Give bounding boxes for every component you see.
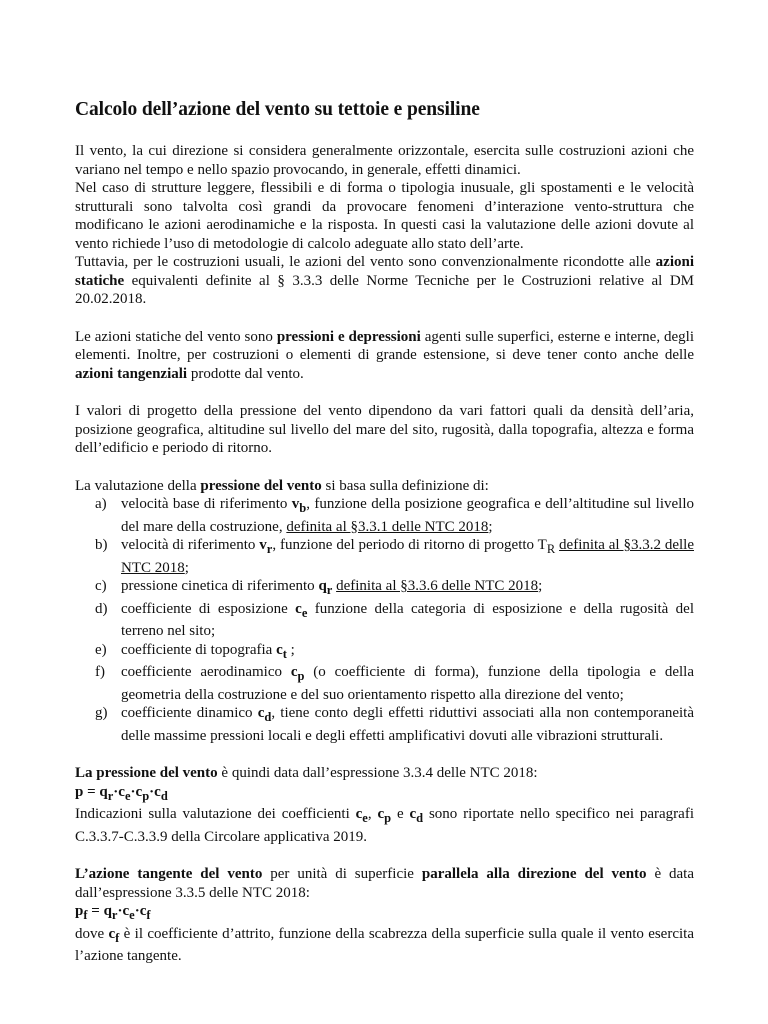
symbol-sub: r	[266, 542, 273, 556]
symbol	[108, 925, 120, 945]
formula-sub: f	[83, 908, 88, 922]
symbol	[257, 705, 272, 724]
symbol-sub: r	[326, 583, 333, 597]
symbol	[276, 641, 287, 661]
list-letter: d)	[95, 600, 108, 617]
design-values-paragraph: I valori di progetto della pressione del vento dipendono da vari fattori quali da densità dell’aria, posizione geografica, altitudine sul livello del mare del sito, rugosità, dalla topografia, altezza e forma dell’edificio e periodo di ritorno.	[75, 403, 694, 456]
text: agenti sulle superfici, esterne e interne, degli elementi. Inoltre, per costruzioni o elementi di grande estensione, si deve tener conto anche delle	[75, 328, 694, 363]
symbol-sub: p	[384, 811, 392, 825]
text: Indicazioni sulla valutazione dei coefficienti	[75, 806, 356, 822]
text: equivalenti definite al § 3.3.3 delle Norme Tecniche per le Costruzioni relative al DM 20.02.2018.	[75, 272, 694, 307]
symbol-base: v	[259, 537, 267, 553]
symbol-sub: e	[301, 605, 308, 620]
symbol-base: c	[108, 925, 116, 942]
text: (o coefficiente di forma), funzione della tipologia e della geometria della costruzione e del suo orientamento rispetto alla direzione del vento;	[121, 664, 695, 703]
symbol-sub: b	[299, 501, 307, 515]
list-item	[75, 704, 694, 745]
text: Le azioni statiche del vento sono	[75, 328, 277, 345]
text: pressione cinetica di riferimento	[121, 578, 319, 594]
reference-link[interactable]: definita al §3.3.2 delle NTC 2018	[121, 537, 694, 576]
formula-part: ·c	[134, 903, 147, 919]
symbol-base: c	[355, 806, 363, 822]
text: è data dall’espressione 3.3.5 delle NTC 2018:	[75, 866, 695, 901]
symbol-base: c	[377, 806, 385, 822]
list-item	[75, 663, 694, 704]
factor-list	[75, 495, 694, 745]
text: Tuttavia, per le costruzioni usuali, le azioni del vento sono convenzionalmente ricondotte alle	[75, 254, 656, 270]
text: è quindi data dall’espressione 3.3.4 delle NTC 2018:	[217, 765, 538, 781]
symbol-sub: e	[362, 811, 368, 825]
symbol-sub: d	[264, 710, 272, 724]
symbol-base: c	[295, 600, 302, 617]
symbol-sub: f	[115, 930, 120, 945]
page-title: Calcolo dell’azione del vento su tettoie e pensiline	[75, 99, 480, 120]
formula-sub: f	[146, 908, 151, 922]
formula-part: = q	[87, 903, 112, 919]
symbol	[318, 578, 333, 597]
pressure-formula	[75, 783, 694, 806]
bold-text: L’azione tangente del vento	[75, 866, 263, 882]
symbol-sub: p	[297, 669, 305, 683]
symbol	[409, 806, 424, 825]
text: si basa sulla definizione di:	[321, 477, 489, 494]
evaluation-intro	[75, 477, 694, 496]
static-actions-paragraph	[75, 328, 694, 384]
tangent-paragraph	[75, 865, 694, 902]
symbol-sub: t	[282, 646, 287, 661]
text: , funzione della posizione geografica e dell’altitudine sul livello del mare della costruzione,	[121, 496, 694, 535]
formula-sub: e	[129, 908, 135, 922]
bold-text: azioni statiche	[75, 254, 694, 289]
list-letter: e)	[95, 641, 107, 658]
bold-text: azioni tangenziali	[75, 365, 188, 382]
symbol-base: q	[318, 578, 327, 594]
list-letter: a)	[95, 496, 107, 512]
text: e	[391, 806, 410, 822]
formula-sub: r	[111, 908, 118, 922]
text: La valutazione della	[75, 477, 201, 494]
text: ;	[184, 559, 189, 576]
document-body	[75, 142, 694, 966]
formula-sub: p	[142, 788, 150, 803]
symbol-base: v	[291, 496, 300, 512]
text: è il coefficiente d’attrito, funzione della scabrezza della superficie sulla quale il vento esercita l’azione tangente.	[75, 925, 694, 964]
text: velocità di riferimento	[121, 537, 260, 553]
list-letter: b)	[95, 537, 108, 553]
text: per unità di superficie	[262, 866, 422, 882]
list-letter: f)	[95, 664, 105, 680]
bold-text: parallela alla direzione del vento	[421, 866, 647, 882]
formula	[75, 903, 151, 922]
symbol-base: c	[409, 806, 417, 822]
list-item	[75, 577, 694, 600]
intro-paragraph-1: Il vento, la cui direzione si considera generalmente orizzontale, esercita sulle costruzioni azioni che variano nel tempo e nello spazio provocando, in generale, effetti dinamici.	[75, 143, 694, 178]
text: ;	[286, 641, 295, 658]
formula-sub: d	[160, 788, 168, 803]
formula-part: ·c	[113, 783, 125, 800]
symbol	[291, 496, 307, 515]
formula-part: p	[75, 903, 84, 919]
symbol-base: c	[290, 664, 298, 680]
intro-paragraph-3	[75, 253, 694, 309]
text: ;	[538, 578, 543, 594]
text: coefficiente di topografia	[121, 641, 277, 658]
symbol-base: c	[276, 641, 283, 658]
formula-sub: r	[107, 788, 114, 803]
pressure-paragraph	[75, 764, 694, 783]
bold-text: pressioni e depressioni	[276, 328, 421, 345]
text: coefficiente aerodinamico	[121, 664, 291, 680]
list-item	[75, 600, 694, 641]
list-item	[75, 536, 694, 577]
symbol-sub: d	[416, 811, 424, 825]
text: prodotte dal vento.	[187, 365, 304, 382]
tangent-formula	[75, 902, 694, 925]
symbol	[290, 664, 305, 683]
text: coefficiente di esposizione	[121, 600, 296, 617]
text: funzione della categoria di esposizione e della rugosità del terreno nel sito;	[121, 600, 694, 639]
symbol	[377, 806, 392, 825]
formula-sub: e	[124, 788, 131, 803]
symbol-base: c	[257, 705, 265, 721]
text: sono riportate nello specifico nei paragrafi C.3.3.7-C.3.3.9 della Circolare applicativa 2019.	[75, 806, 695, 845]
text: ;	[488, 518, 493, 535]
formula	[75, 783, 168, 803]
text: dove	[75, 925, 109, 942]
text: velocità base di riferimento	[121, 496, 292, 512]
bold-text: pressione del vento	[200, 477, 322, 494]
bold-text: La pressione del vento	[75, 765, 218, 781]
reference-link[interactable]: definita al §3.3.1 delle NTC 2018	[286, 518, 489, 535]
list-letter: c)	[95, 578, 107, 594]
text: , funzione del periodo di ritorno di progetto T	[272, 537, 547, 553]
symbol	[355, 806, 368, 825]
intro-paragraph-2: Nel caso di strutture leggere, flessibili e di forma o tipologia inusuale, gli spostamenti e le velocità strutturali sono talvolta così grandi da provocare fenomeni d’interazione vento-struttura che modificano le azioni aerodinamiche e la risposta. In questi casi la valutazione delle azioni dovute al vento richiede l’uso di metodologie di calcolo adeguate allo stato dell’arte.	[75, 180, 694, 252]
list-letter: g)	[95, 705, 108, 721]
reference-link[interactable]: definita al §3.3.6 delle NTC 2018	[336, 578, 539, 594]
formula-part: ·c	[149, 783, 161, 800]
text: , tiene conto degli effetti riduttivi associati alla non contemporaneità delle massime pressioni locali e degli effetti amplificativi dovuti alle vibrazioni strutturali.	[121, 705, 695, 744]
subscript: R	[546, 542, 556, 556]
formula-part: p = q	[75, 783, 108, 800]
formula-part: ·c	[117, 903, 130, 919]
list-item	[75, 495, 694, 536]
friction-note	[75, 925, 694, 966]
coefficients-note: Indicazioni sulla valutazione dei coefficienti $c_e$, $c_p$ e $c_d$ sono riportate nello specifico nei paragrafi C.3.3.7-C.3.3.9 della Circolare applicativa 2019.	[75, 806, 695, 845]
formula-part: ·c	[130, 783, 143, 800]
symbol	[295, 600, 308, 620]
text: coefficiente dinamico	[121, 705, 258, 721]
symbol	[259, 537, 273, 556]
list-item	[75, 641, 694, 664]
